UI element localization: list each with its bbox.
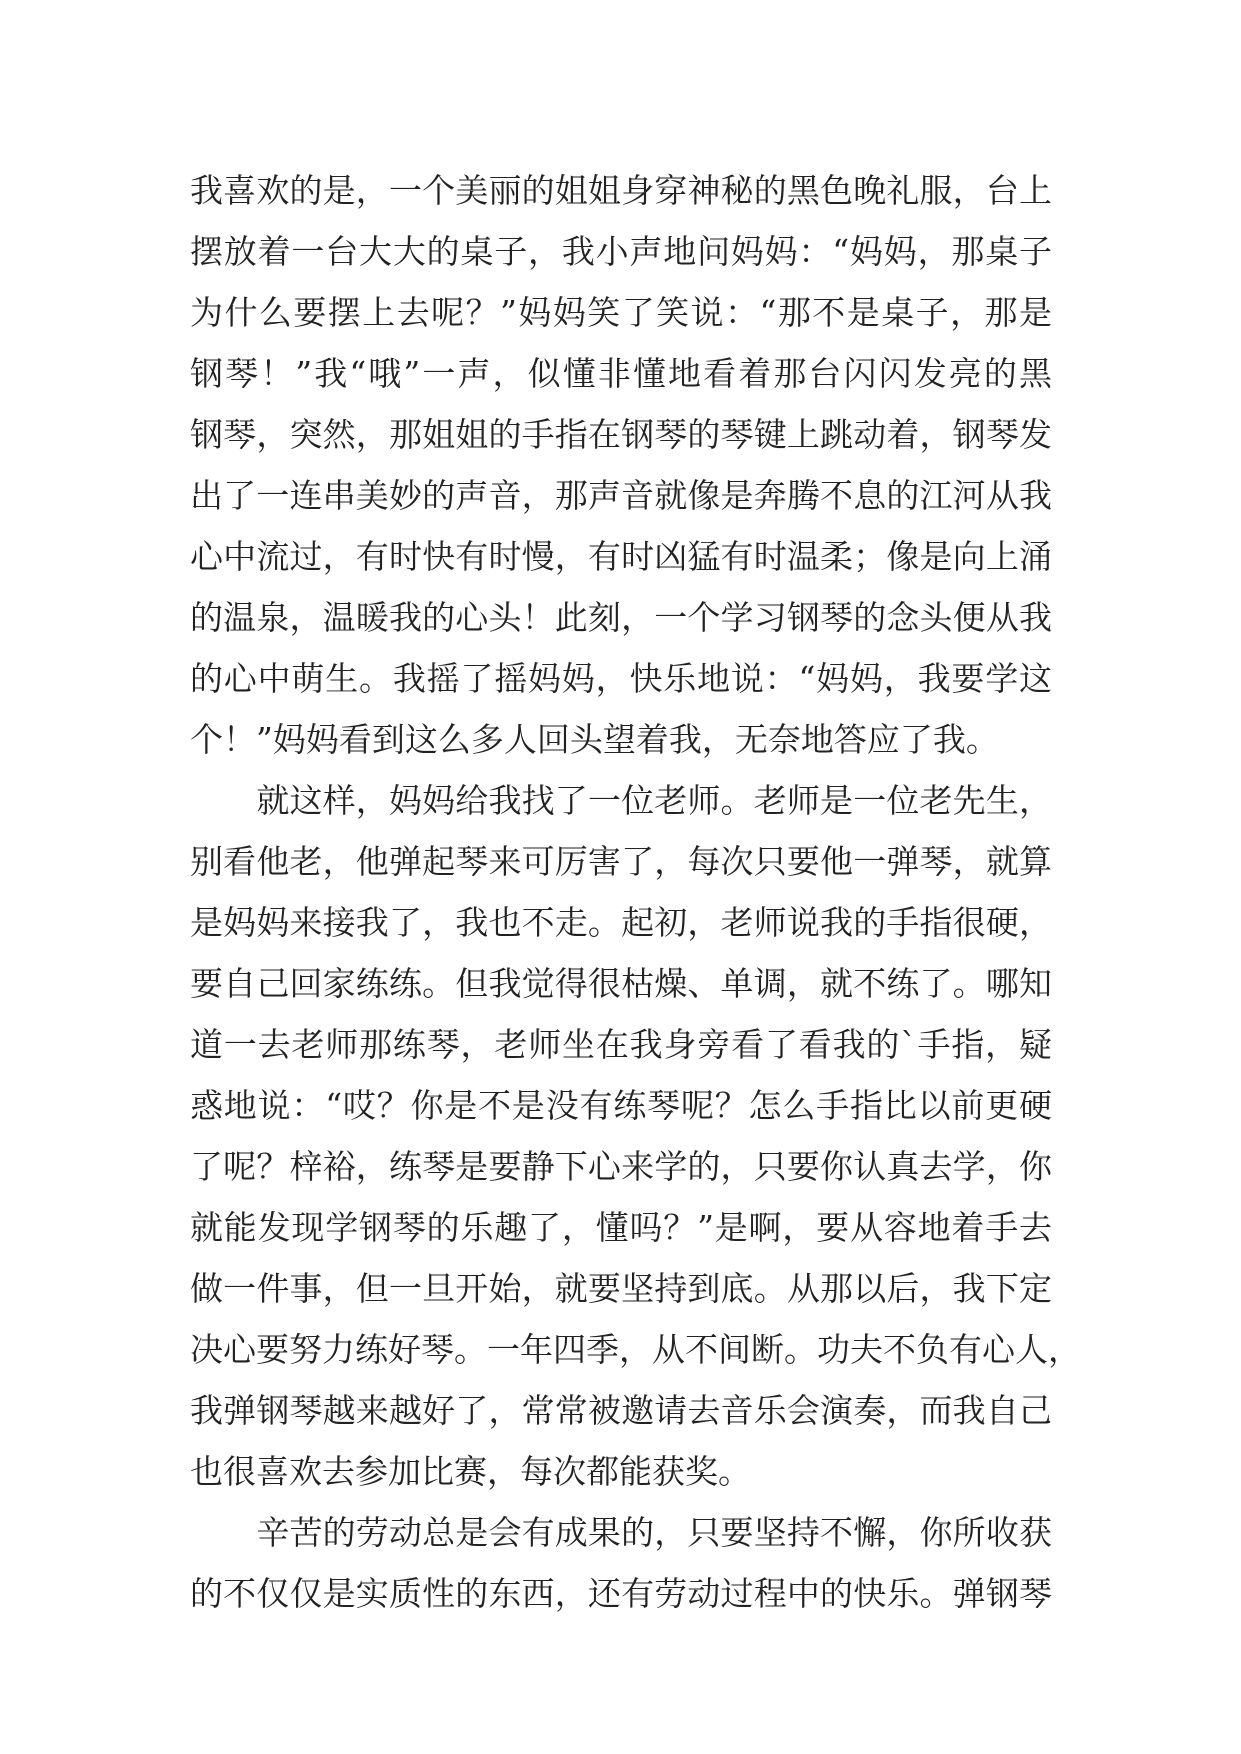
- text-line: 出了一连串美妙的声音，那声音就像是奔腾不息的江河从我: [190, 476, 1052, 515]
- text-line: 钢琴，突然，那姐姐的手指在钢琴的琴键上跳动着，钢琴发: [190, 415, 1052, 454]
- text-line: 道一去老师那练琴，老师坐在我身旁看了看我的`手指，疑: [190, 1025, 1052, 1064]
- text-line: 个！”妈妈看到这么多人回头望着我，无奈地答应了我。: [190, 720, 999, 759]
- text-line: 为什么要摆上去呢？”妈妈笑了笑说：“那不是桌子，那是: [190, 293, 1052, 332]
- text-line: 就能发现学钢琴的乐趣了，懂吗？”是啊，要从容地着手去: [190, 1208, 1052, 1247]
- text-line: 辛苦的劳动总是会有成果的，只要坚持不懈，你所收获: [190, 1513, 1052, 1552]
- text-line: 我喜欢的是，一个美丽的姐姐身穿神秘的黑色晚礼服，台上: [190, 171, 1052, 210]
- body-text: [190, 160, 1081, 1624]
- text-line: 是妈妈来接我了，我也不走。起初，老师说我的手指很硬，: [190, 903, 1052, 942]
- text-line: 要自己回家练练。但我觉得很枯燥、单调，就不练了。哪知: [190, 964, 1052, 1003]
- text-line: 我弹钢琴越来越好了，常常被邀请去音乐会演奏，而我自己: [190, 1391, 1052, 1430]
- text-line: 做一件事，但一旦开始，就要坚持到底。从那以后，我下定: [190, 1269, 1052, 1308]
- text-line: 的温泉，温暖我的心头！此刻，一个学习钢琴的念头便从我: [190, 598, 1052, 637]
- text-line: 决心要努力练好琴。一年四季，从不间断。功夫不负有心人，: [190, 1330, 1081, 1369]
- text-line: 别看他老，他弹起琴来可厉害了，每次只要他一弹琴，就算: [190, 842, 1052, 881]
- text-line: 摆放着一台大大的桌子，我小声地问妈妈：“妈妈，那桌子: [190, 232, 1052, 271]
- text-line: 的不仅仅是实质性的东西，还有劳动过程中的快乐。弹钢琴: [190, 1574, 1052, 1613]
- text-line: 的心中萌生。我摇了摇妈妈，快乐地说：“妈妈，我要学这: [190, 659, 1052, 698]
- text-line: 也很喜欢去参加比赛，每次都能获奖。: [190, 1452, 751, 1491]
- text-line: 心中流过，有时快有时慢，有时凶猛有时温柔；像是向上涌: [190, 537, 1052, 576]
- text-line: 钢琴！”我“哦”一声，似懂非懂地看着那台闪闪发亮的黑: [190, 354, 1052, 393]
- text-line: 惑地说：“哎？你是不是没有练琴呢？怎么手指比以前更硬: [190, 1086, 1052, 1125]
- text-line: 了呢？梓裕，练琴是要静下心来学的，只要你认真去学，你: [190, 1147, 1052, 1186]
- text-line: 就这样，妈妈给我找了一位老师。老师是一位老先生，: [190, 781, 1052, 820]
